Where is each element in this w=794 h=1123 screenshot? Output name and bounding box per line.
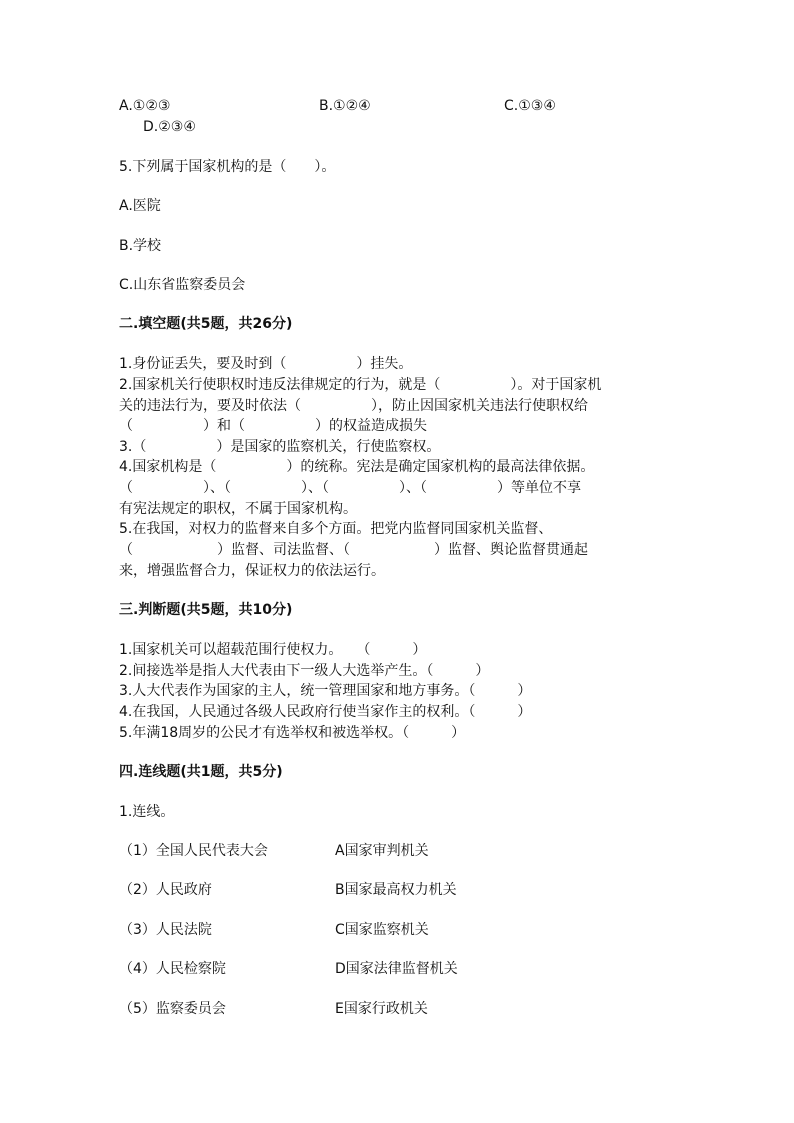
q4-option-c: C.①③④ (504, 98, 556, 114)
judge-line: 2.间接选举是指人大代表由下一级人大选举产生。（ ） (119, 663, 490, 679)
matching-left-item: （1）全国人民代表大会 (119, 843, 268, 859)
judge-line: 4.在我国，人民通过各级人民政府行使当家作主的权利。（ ） (119, 704, 532, 720)
q4-option-d: D.②③④ (143, 119, 196, 135)
judge-line: 3.人大代表作为国家的主人，统一管理国家和地方事务。（ ） (119, 683, 532, 699)
matching-right-item: E国家行政机关 (335, 1001, 428, 1017)
matching-left-item: （5）监察委员会 (119, 1001, 226, 1017)
q4-option-b: B.①②④ (319, 98, 371, 114)
q4-option-a: A.①②③ (119, 98, 171, 114)
q5-option-a: A.医院 (119, 198, 161, 214)
matching-stem: 1.连线。 (119, 804, 175, 820)
section-heading-judgement: 三.判断题(共5题，共10分) (119, 602, 293, 618)
matching-right-item: D国家法律监督机关 (335, 961, 458, 977)
matching-right-item: B国家最高权力机关 (335, 882, 457, 898)
fill-line: 1.身份证丢失，要及时到（ ）挂失。 (119, 356, 413, 372)
q5-stem: 5.下列属于国家机构的是（ ）。 (119, 159, 336, 175)
fill-line: 3.（ ）是国家的监察机关，行使监察权。 (119, 439, 441, 455)
fill-line: 2.国家机关行使职权时违反法律规定的行为，就是（ ）。对于国家机 (119, 377, 602, 393)
judge-line: 1.国家机关可以超载范围行使权力。 （ ） (119, 642, 427, 658)
section-heading-fill-blank: 二.填空题(共5题，共26分) (119, 316, 293, 332)
fill-line: （ ）监督、司法监督、（ ）监督、舆论监督贯通起 (119, 542, 588, 558)
fill-line: 有宪法规定的职权，不属于国家机构。 (119, 501, 357, 517)
judge-line: 5.年满18周岁的公民才有选举权和被选举权。（ ） (119, 725, 466, 741)
q5-option-b: B.学校 (119, 238, 162, 254)
fill-line: （ ）和（ ）的权益造成损失 (119, 418, 427, 434)
section-heading-matching: 四.连线题(共1题，共5分) (119, 764, 283, 780)
fill-line: 关的违法行为，要及时依法（ ），防止因国家机关违法行使职权给 (119, 398, 588, 414)
fill-line: 来，增强监督合力，保证权力的依法运行。 (119, 563, 385, 579)
matching-right-item: A国家审判机关 (335, 843, 429, 859)
fill-line: （ ）、（ ）、（ ）、（ ）等单位不享 (119, 480, 581, 496)
q5-option-c: C.山东省监察委员会 (119, 277, 246, 293)
matching-right-item: C国家监察机关 (335, 922, 429, 938)
matching-left-item: （3）人民法院 (119, 922, 212, 938)
fill-line: 4.国家机构是（ ）的统称。宪法是确定国家机构的最高法律依据。 (119, 459, 595, 475)
matching-left-item: （4）人民检察院 (119, 961, 226, 977)
matching-left-item: （2）人民政府 (119, 882, 212, 898)
fill-line: 5.在我国，对权力的监督来自多个方面。把党内监督同国家机关监督、 (119, 521, 553, 537)
